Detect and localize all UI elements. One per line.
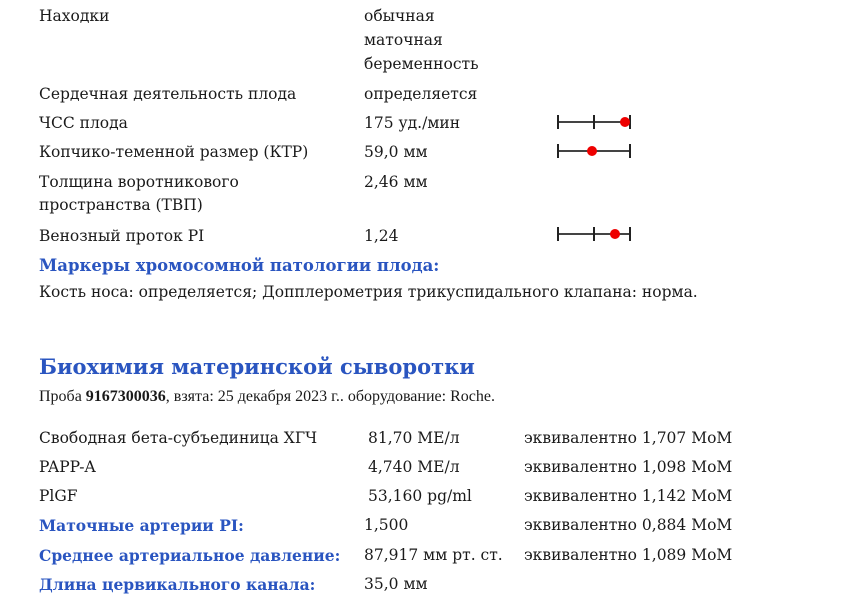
value-uterine-artery-pi: 1,500	[364, 516, 409, 534]
scale-tick-max	[629, 144, 631, 158]
value-findings-line2: маточная	[364, 31, 443, 49]
label-plgf: PlGF	[39, 487, 78, 505]
label-nt-line1: Толщина воротникового	[39, 173, 239, 191]
value-findings-line3: беременность	[364, 55, 479, 73]
sample-id: 9167300036	[85, 388, 166, 405]
scale-tick-min	[557, 144, 559, 158]
value-plgf: 53,160 pg/ml	[368, 487, 472, 505]
mom-mean-arterial-pressure: эквивалентно 1,089 MoM	[524, 546, 733, 564]
value-mean-arterial-pressure: 87,917 мм рт. ст.	[364, 546, 503, 564]
label-cervical-length: Длина цервикального канала:	[39, 575, 316, 594]
label-crl: Копчико-теменной размер (КТР)	[39, 143, 309, 161]
scale-tick-min	[557, 227, 559, 241]
value-marker-dot	[610, 229, 620, 239]
value-free-beta-hcg: 81,70 МЕ/л	[368, 429, 460, 447]
scale-tick-mid	[593, 227, 595, 241]
value-ductus-venosus: 1,24	[364, 227, 399, 245]
label-uterine-artery-pi: Маточные артерии PI:	[39, 516, 244, 535]
mom-papp-a: эквивалентно 1,098 MoM	[524, 458, 733, 476]
value-findings-line1: обычная	[364, 7, 435, 25]
sample-prefix: Проба	[39, 388, 86, 405]
value-cervical-length: 35,0 мм	[364, 575, 428, 593]
mom-free-beta-hcg: эквивалентно 1,707 MoM	[524, 429, 733, 447]
range-scale-ductus-venosus	[557, 227, 631, 241]
value-crl: 59,0 мм	[364, 143, 428, 161]
markers-text: Кость носа: определяется; Допплерометрия трикуспидального клапана: норма.	[39, 283, 698, 301]
value-nt: 2,46 мм	[364, 173, 428, 191]
scale-tick-min	[557, 115, 559, 129]
mom-plgf: эквивалентно 1,142 MoM	[524, 487, 733, 505]
label-findings: Находки	[39, 7, 110, 25]
mom-uterine-artery-pi: эквивалентно 0,884 MoM	[524, 516, 733, 534]
markers-heading: Маркеры хромосомной патологии плода:	[39, 256, 440, 275]
label-mean-arterial-pressure: Среднее артериальное давление:	[39, 546, 341, 565]
biochem-heading: Биохимия материнской сыворотки	[39, 354, 475, 379]
value-marker-dot	[620, 117, 630, 127]
label-nt-line2: пространства (ТВП)	[39, 196, 203, 214]
scale-tick-max	[629, 227, 631, 241]
label-fetal-heart-activity: Сердечная деятельность плода	[39, 85, 297, 103]
label-fetal-heart-rate: ЧСС плода	[39, 114, 128, 132]
label-ductus-venosus: Венозный проток PI	[39, 227, 205, 245]
range-scale-heart-rate	[557, 115, 631, 129]
label-papp-a: PAPP-A	[39, 458, 96, 476]
sample-details: , взята: 25 декабря 2023 г.. оборудование: Roche.	[165, 388, 495, 405]
label-free-beta-hcg: Свободная бета-субъединица ХГЧ	[39, 429, 318, 447]
value-fetal-heart-activity: определяется	[364, 85, 478, 103]
value-fetal-heart-rate: 175 уд./мин	[364, 114, 461, 132]
sample-info	[39, 385, 495, 408]
value-papp-a: 4,740 МЕ/л	[368, 458, 460, 476]
scale-tick-mid	[593, 115, 595, 129]
range-scale-crl	[557, 144, 631, 158]
value-marker-dot	[587, 146, 597, 156]
